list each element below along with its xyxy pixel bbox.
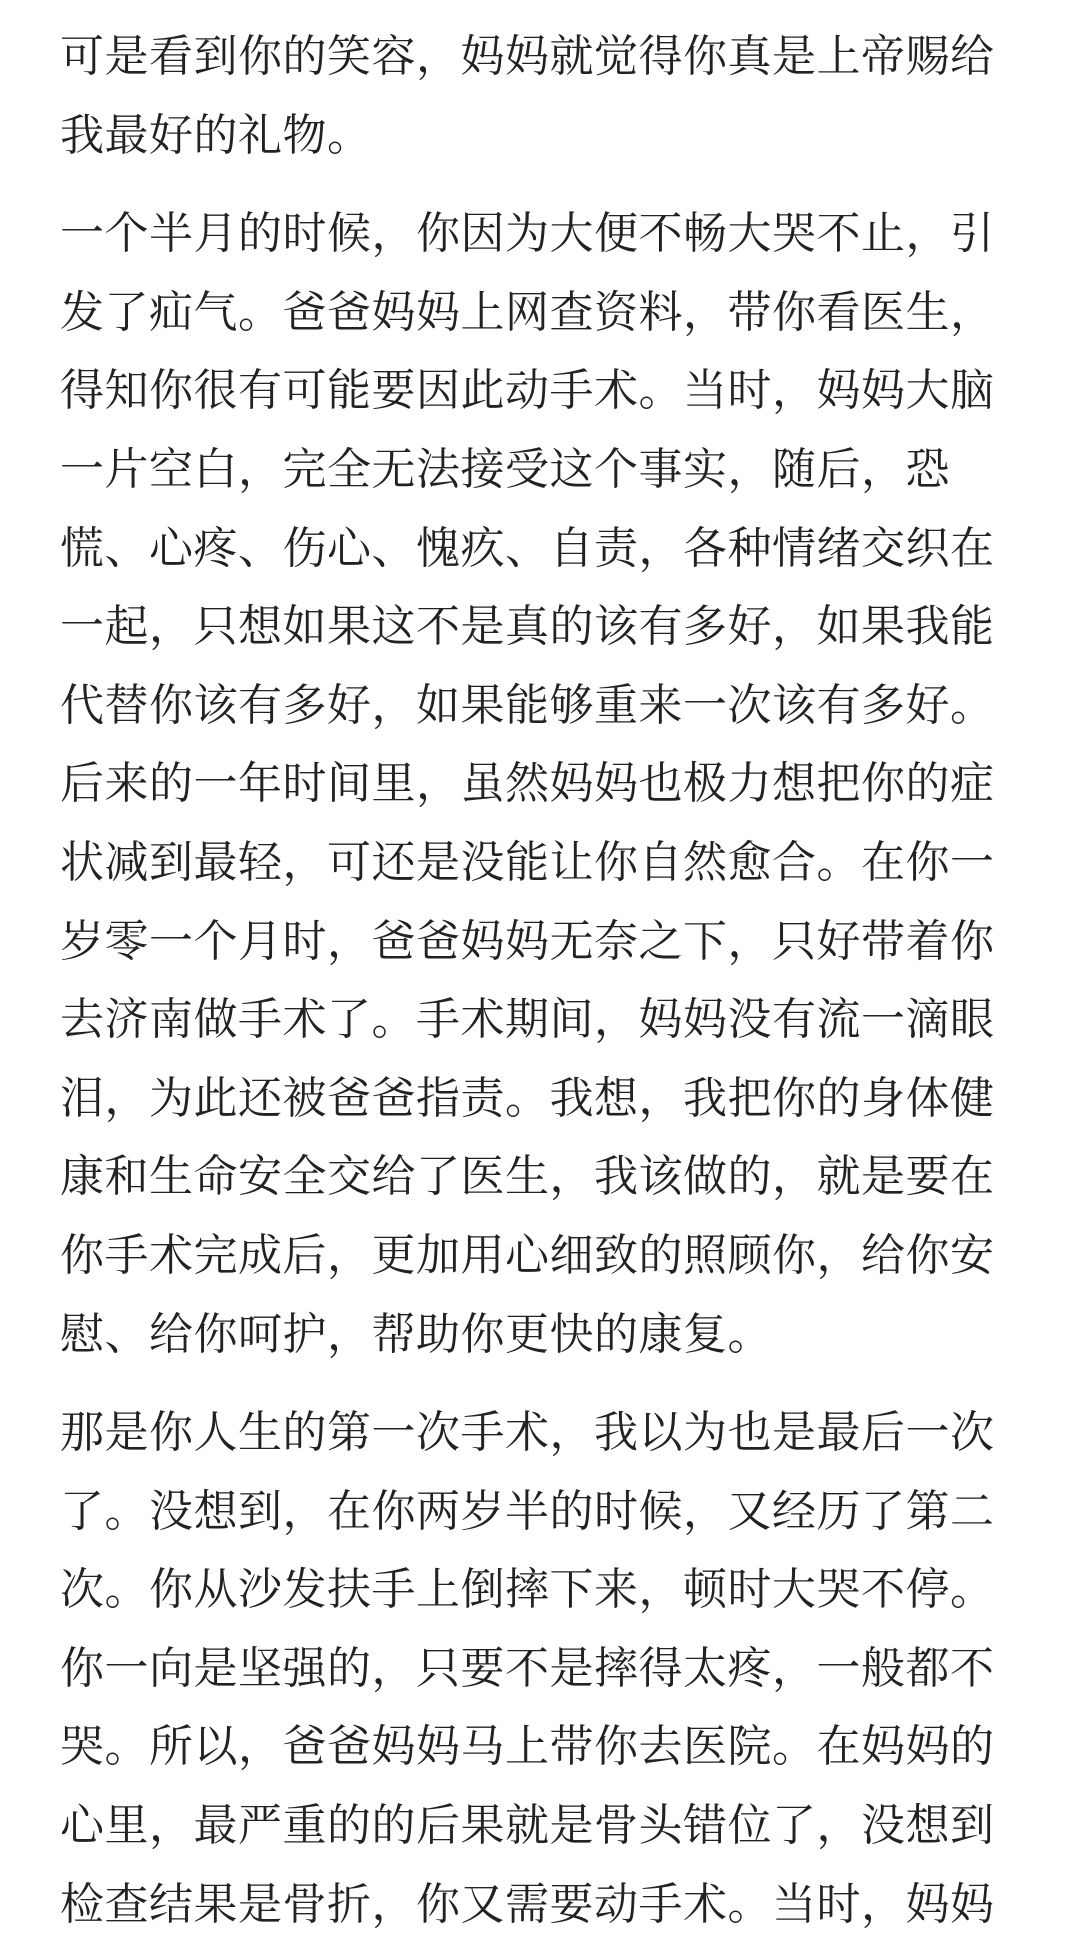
text-line: 你手术完成后，更加用心细致的照顾你，给你安 bbox=[60, 1229, 995, 1281]
text-line: 状减到最轻，可还是没能让你自然愈合。在你一 bbox=[60, 836, 995, 888]
text-line: 后来的一年时间里，虽然妈妈也极力想把你的症 bbox=[60, 758, 995, 810]
text-line: 我最好的礼物。 bbox=[60, 109, 372, 161]
text-line: 泪，为此还被爸爸指责。我想，我把你的身体健 bbox=[60, 1072, 995, 1124]
paragraph-3 bbox=[60, 1394, 1028, 1944]
text-line: 得知你很有可能要因此动手术。当时，妈妈大脑 bbox=[60, 365, 995, 417]
text-line: 那是你人生的第一次手术，我以为也是最后一次 bbox=[60, 1407, 995, 1459]
text-line: 你一向是坚强的，只要不是摔得太疼，一般都不 bbox=[60, 1642, 995, 1694]
article-body bbox=[60, 18, 1028, 1944]
text-line: 一个半月的时候，你因为大便不畅大哭不止，引 bbox=[60, 208, 995, 260]
text-line: 代替你该有多好，如果能够重来一次该有多好。 bbox=[60, 679, 995, 731]
text-line: 慌、心疼、伤心、愧疚、自责，各种情绪交织在 bbox=[60, 522, 995, 574]
text-line: 岁零一个月时，爸爸妈妈无奈之下，只好带着你 bbox=[60, 915, 995, 967]
text-line: 了。没想到，在你两岁半的时候，又经历了第二 bbox=[60, 1485, 995, 1537]
text-line: 发了疝气。爸爸妈妈上网查资料，带你看医生， bbox=[60, 286, 995, 338]
text-line: 可是看到你的笑容，妈妈就觉得你真是上帝赐给 bbox=[60, 31, 995, 82]
text-line: 心里，最严重的的后果就是骨头错位了，没想到 bbox=[60, 1800, 995, 1852]
text-line: 康和生命安全交给了医生，我该做的，就是要在 bbox=[60, 1151, 995, 1203]
text-line: 检查结果是骨折，你又需要动手术。当时，妈妈 bbox=[60, 1878, 995, 1930]
text-line: 去济南做手术了。手术期间，妈妈没有流一滴眼 bbox=[60, 994, 995, 1046]
text-line: 次。你从沙发扶手上倒摔下来，顿时大哭不停。 bbox=[60, 1564, 995, 1616]
text-line: 慰、给你呵护，帮助你更快的康复。 bbox=[60, 1308, 772, 1360]
text-line: 一片空白，完全无法接受这个事实，随后，恐 bbox=[60, 443, 950, 495]
text-line: 哭。所以，爸爸妈妈马上带你去医院。在妈妈的 bbox=[60, 1721, 995, 1773]
text-line: 一起，只想如果这不是真的该有多好，如果我能 bbox=[60, 601, 995, 653]
paragraph-1 bbox=[60, 18, 1028, 175]
paragraph-2 bbox=[60, 195, 1028, 1374]
